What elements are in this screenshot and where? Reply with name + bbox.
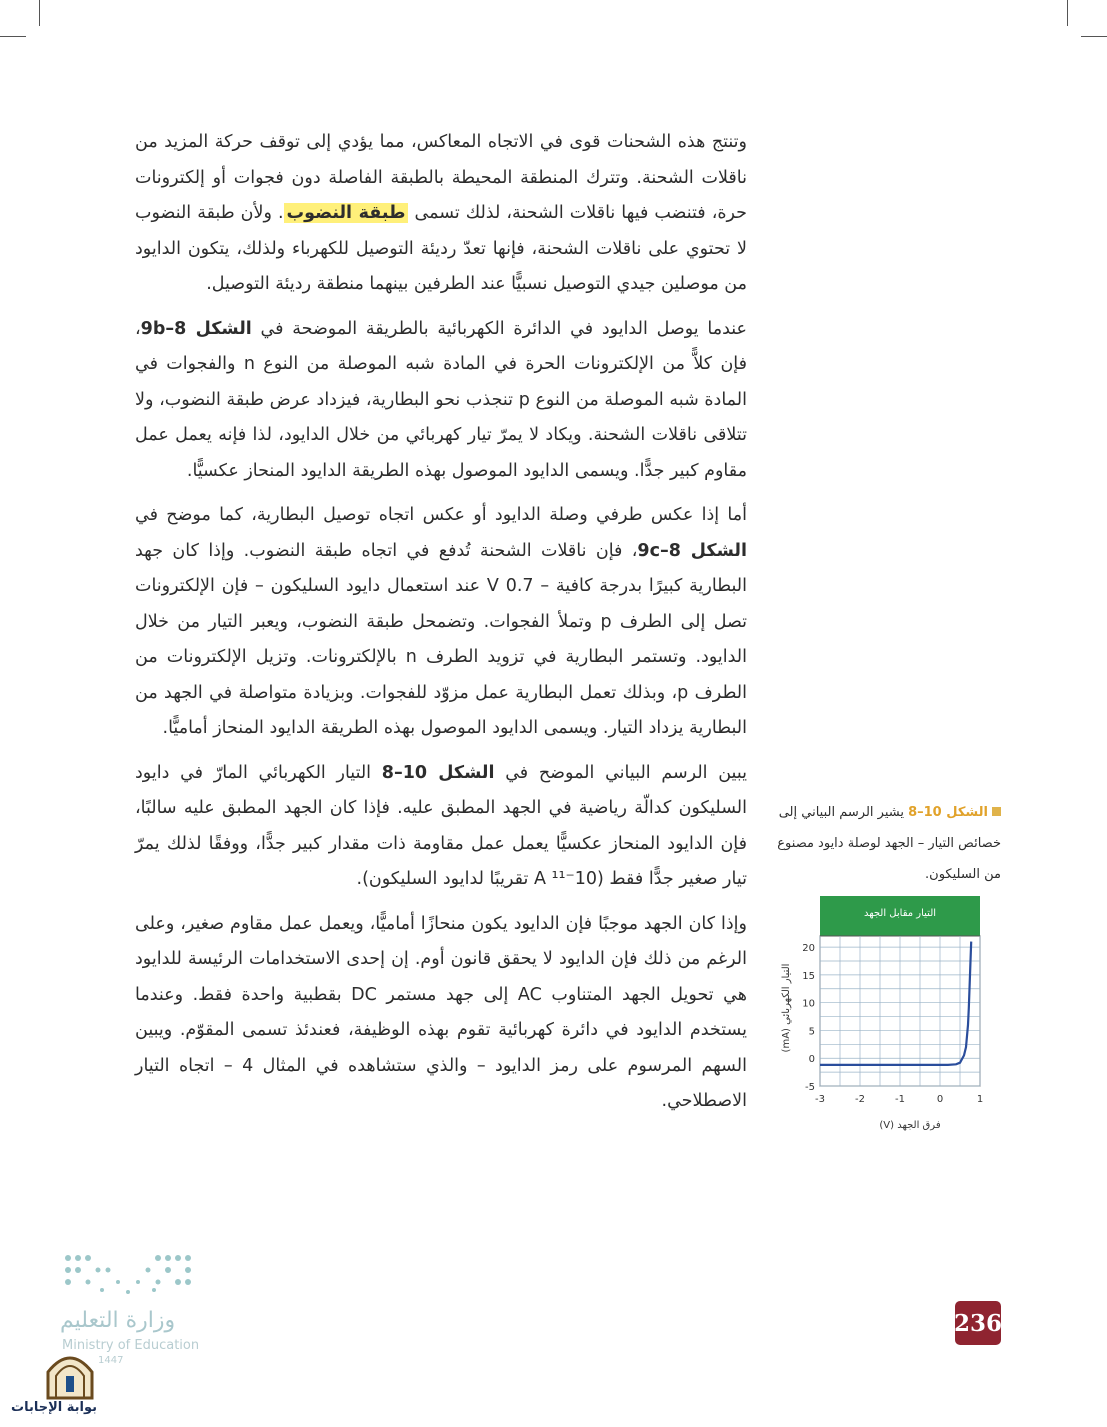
y-tick-label: 20: [802, 943, 815, 955]
site-logo-text: بوابة الإجابات: [11, 1400, 97, 1415]
x-tick-label: -2: [855, 1094, 865, 1105]
crop-mark: [0, 36, 26, 37]
site-logo-icon: [40, 1350, 100, 1400]
paragraph-text: وإذا كان الجهد موجبًا فإن الدايود يكون منحازًا أماميًّا، ويعمل عمل مقاوم صغير، وعلى الرغم من ذلك فإن الدايود لا يحقق قانون أوم. إن إحدى الاستخدامات الرئيسة للدايود هي تحويل الجهد المتناوب AC إلى جهد مستمر DC بقطبية واحدة فقط. وعندما يستخدم الدايود في دائرة كهربائية تقوم بهذه الوظيفة، فعندئذ تسمى المقوّم. ويبين السهم المرسوم على رمز الدايود – والذي ستشاهده في المثال 4 – اتجاه التيار الاصطلاحي.: [135, 913, 747, 1111]
paragraph-text: عندما يوصل الدايود في الدائرة الكهربائية بالطريقة الموضحة في: [251, 318, 747, 339]
page-number: 236: [955, 1301, 1001, 1345]
paragraph-text: التيار الكهربائي المارّ في دايود السليكون كدالّة رياضية في الجهد المطبق عليه. فإذا كان الجهد المطبق عليه سالبًا، فإن الدايود المنحاز عكسيًّا يعمل عمل مقاومة ذات مقدار كبير جدًّا، ووفقًا لذلك يمرّ تيار صغير جدًّا فقط (A ¹¹⁻10 تقريبًا لدايود السليكون).: [135, 762, 747, 889]
paragraph-text: ، فإن ناقلات الشحنة تُدفع في اتجاه طبقة النضوب. وإذا كان جهد البطارية كبيرًا بدرجة كافية – 0.7 V عند استعمال دايود السليكون – فإن الإلكترونات تصل إلى الطرف p وتملأ الفجوات. وتضمحل طبقة النضوب، ويعبر التيار من خلال الدايود. وتستمر البطارية في تزويد الطرف n بالإلكترونات. وتزيل الإلكترونات من الطرف p، وبذلك تعمل البطارية عمل مزوّد للفجوات. وبزيادة متواصلة في الجهد من البطارية يزداد التيار. ويسمى الدايود الموصول بهذه الطريقة الدايود المنحاز أماميًّا.: [135, 540, 747, 738]
caption-text: يشير الرسم البياني إلى خصائص التيار – الجهد لوصلة دايود مصنوع من السليكون.: [777, 805, 1001, 882]
highlighted-term: طبقة النضوب: [284, 203, 409, 223]
figure-reference: الشكل 10–8: [381, 762, 495, 783]
ministry-name-arabic: وزارة التعليم: [60, 1308, 176, 1333]
y-tick-label: 5: [808, 1026, 815, 1038]
crop-mark: [1067, 0, 1068, 26]
paragraph-text: يبين الرسم البياني الموضح في: [494, 762, 747, 783]
x-axis-label: فرق الجهد (V): [879, 1120, 941, 1131]
paragraph-text: أما إذا عكس طرفي وصلة الدايود أو عكس اتجاه توصيل البطارية، كما موضح في: [135, 505, 747, 525]
chart-title: التيار مقابل الجهد: [863, 908, 937, 919]
y-tick-label: 15: [802, 970, 815, 982]
paragraph-2: [135, 312, 747, 490]
x-tick-label: -1: [895, 1094, 905, 1105]
ministry-logo-dots-icon: [62, 1252, 202, 1300]
figure-reference: الشكل 9b–8: [140, 318, 252, 339]
x-tick-label: 1: [976, 1094, 984, 1105]
paragraph-text: وتنتج هذه الشحنات قوى في الاتجاه المعاكس، مما يؤدي إلى توقف حركة المزيد من ناقلات الشحنة. وتترك المنطقة المحيطة بالطبقة الفاصلة دون فجوات أو إلكترونات حرة، فتنضب فيها ناقلات الشحنة، لذلك تسمى: [135, 132, 747, 223]
paragraph-text: . ولأن طبقة النضوب لا تحتوي على ناقلات الشحنة، فإنها تعدّ رديئة التوصيل للكهرباء ولذلك، يتكون الدايود من موصلين جيدي التوصيل نسبيًّا عند الطرفين بينهما منطقة رديئة التوصيل.: [135, 203, 747, 294]
ministry-year: 1447: [98, 1355, 124, 1366]
y-tick-label: 0: [808, 1054, 815, 1066]
y-tick-label: 10: [802, 998, 815, 1010]
y-axis-label: التيار الكهربائي (mA): [781, 963, 792, 1053]
iv-chart: [765, 888, 1005, 1138]
caption-bullet-icon: [992, 807, 1001, 816]
paragraph-1: [135, 125, 747, 303]
figure-reference: الشكل 9c–8: [637, 540, 747, 561]
body-text: [135, 125, 747, 1129]
x-tick-label: 0: [936, 1094, 944, 1105]
paragraph-text: ، فإن كلاًّ من الإلكترونات الحرة في المادة شبه الموصلة من النوع n والفجوات في المادة شبه الموصلة من النوع p تنجذب نحو البطارية، فيزداد عرض طبقة النضوب، ولا تتلاقى ناقلات الشحنة. ويكاد لا يمرّ تيار كهربائي من خلال الدايود، لذا فإنه يعمل عمل مقاوم كبير جدًّا. ويسمى الدايود الموصول بهذه الطريقة الدايود المنحاز عكسيًّا.: [135, 318, 747, 481]
paragraph-3: [135, 498, 747, 747]
y-tick-label: -5: [805, 1082, 815, 1093]
crop-mark: [1081, 36, 1107, 37]
crop-mark: [39, 0, 40, 26]
caption-figure-label: الشكل 10–8: [908, 805, 988, 820]
paragraph-5: [135, 907, 747, 1120]
x-tick-label: -3: [815, 1094, 825, 1105]
ministry-name-english: Ministry of Education: [62, 1338, 200, 1353]
figure-caption: [765, 797, 1001, 890]
paragraph-4: [135, 756, 747, 898]
